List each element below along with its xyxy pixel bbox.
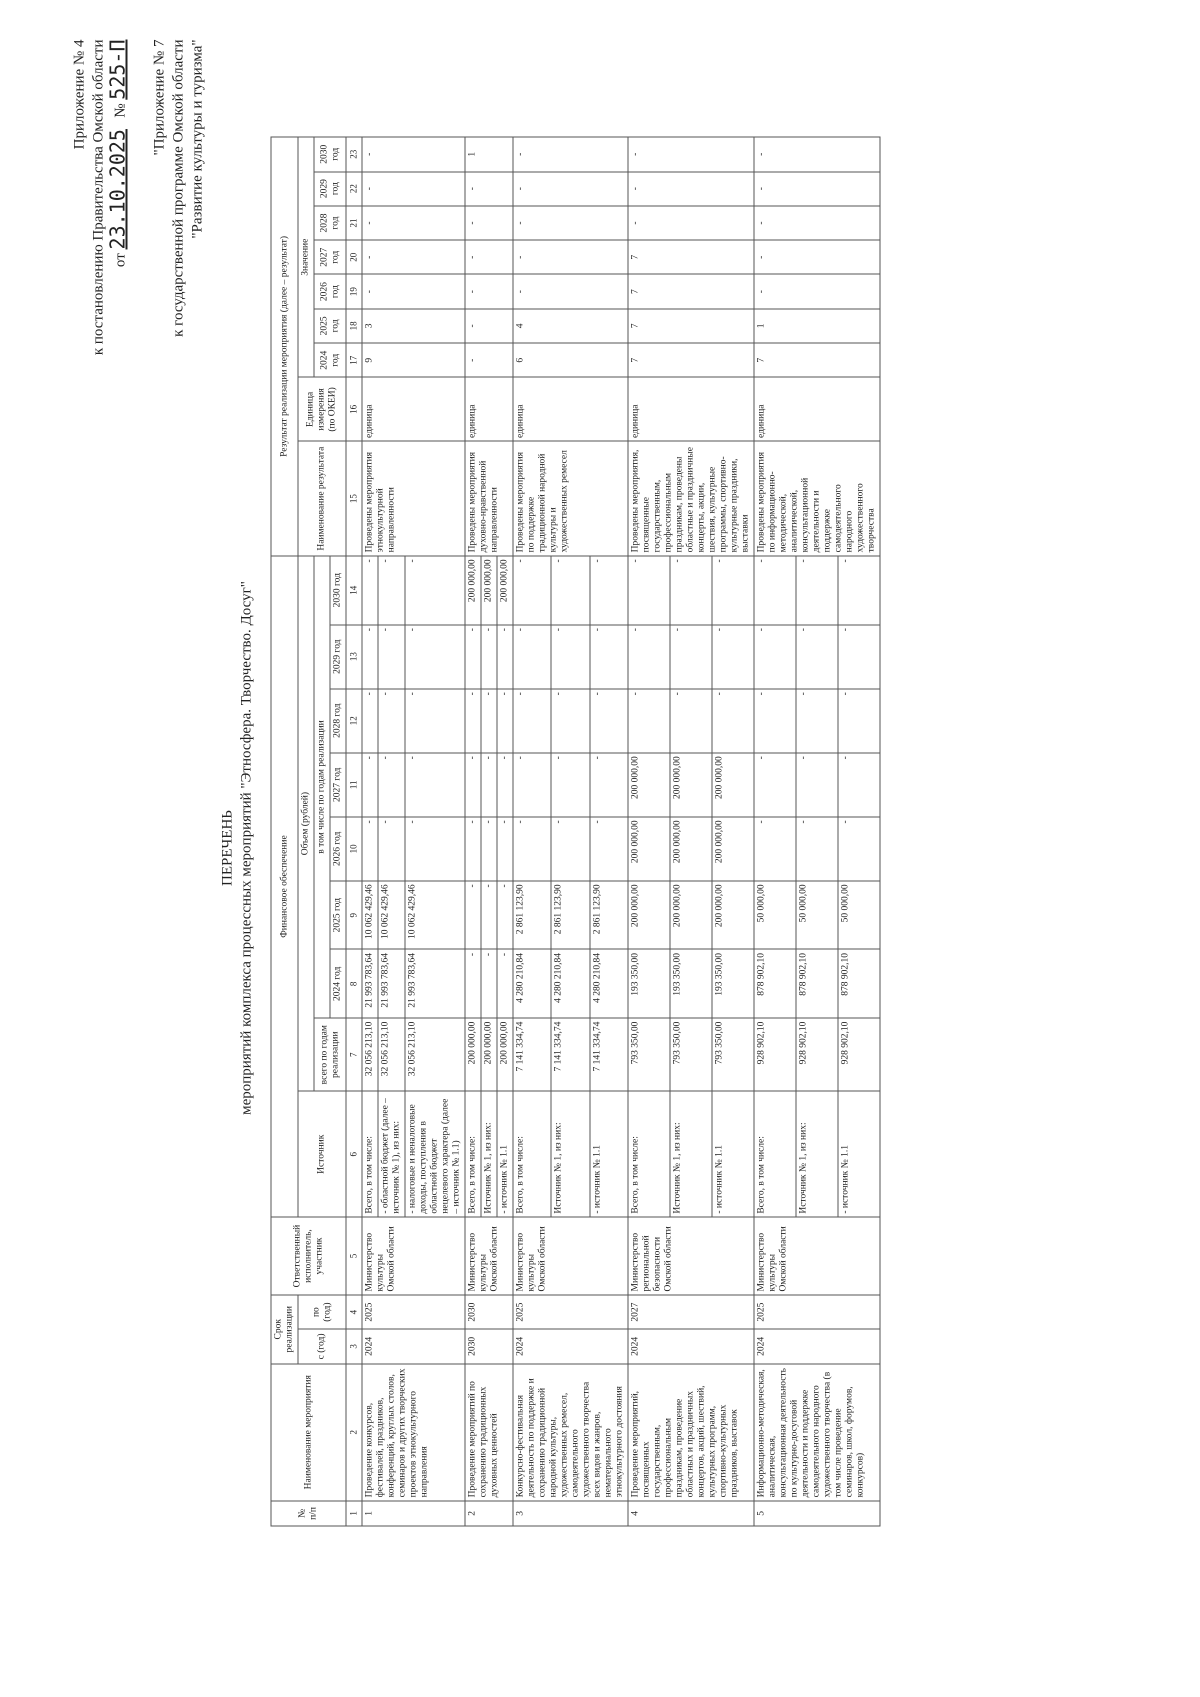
- col-r2027: 2027 год: [314, 240, 346, 274]
- finance-amount: -: [796, 556, 838, 625]
- resolution-reference: к постановлению Правительства Омской области: [90, 39, 107, 356]
- finance-amount: 200 000,00: [465, 1018, 481, 1091]
- finance-amount: -: [481, 753, 497, 817]
- result-unit: единица: [362, 377, 465, 441]
- result-value: -: [465, 172, 513, 206]
- column-index-cell: 7: [346, 1018, 362, 1091]
- column-index-cell: 21: [346, 206, 362, 240]
- column-index-cell: 6: [346, 1091, 362, 1217]
- finance-amount: 200 000,00: [712, 881, 754, 950]
- column-index-cell: 3: [346, 1329, 362, 1363]
- finance-amount: 193 350,00: [712, 950, 754, 1019]
- measures-table-body: [362, 137, 880, 1526]
- column-index-cell: 14: [346, 556, 362, 625]
- row-number: 3: [513, 1501, 628, 1526]
- finance-source: - источник № 1.1: [590, 1091, 628, 1217]
- finance-amount: -: [628, 625, 670, 689]
- result-value: -: [362, 206, 465, 240]
- measure-name: Проведение конкурсов, фестивалей, праздников, конференций, круглых столов, семинаров и других творческих проектов этнокультурного направления: [362, 1364, 465, 1501]
- term-to: 2030: [465, 1295, 513, 1329]
- finance-amount: 200 000,00: [628, 817, 670, 881]
- col-source: Источник: [298, 1091, 346, 1217]
- finance-amount: -: [497, 817, 513, 881]
- result-value: -: [362, 274, 465, 308]
- finance-amount: -: [712, 556, 754, 625]
- finance-source: - налоговые и неналоговые доходы, поступления в областной бюджет нецелевого характера (далее – источник № 1.1): [405, 1091, 465, 1217]
- col-r2030: 2030 год: [314, 137, 346, 172]
- resolution-header: [71, 40, 131, 356]
- term-from: 2024: [513, 1329, 628, 1363]
- finance-amount: -: [513, 753, 551, 817]
- finance-amount: -: [378, 753, 405, 817]
- finance-amount: -: [712, 689, 754, 753]
- col-term: Срок реализации: [271, 1295, 298, 1364]
- finance-source: - источник № 1.1: [838, 1091, 880, 1217]
- result-value: 7: [754, 343, 880, 377]
- finance-amount: 50 000,00: [838, 881, 880, 950]
- resolution-number: 525-П: [105, 39, 130, 100]
- resolution-date: 23.10.2025: [105, 129, 130, 250]
- finance-amount: 200 000,00: [712, 753, 754, 817]
- finance-amount: 200 000,00: [497, 1018, 513, 1091]
- finance-amount: -: [838, 556, 880, 625]
- finance-amount: -: [362, 689, 378, 753]
- column-index-cell: 17: [346, 343, 362, 377]
- table-row: [513, 137, 551, 1526]
- finance-amount: -: [465, 625, 481, 689]
- finance-amount: -: [481, 689, 497, 753]
- col-y2024: 2024 год: [330, 950, 346, 1019]
- finance-amount: -: [497, 689, 513, 753]
- column-index-cell: 23: [346, 137, 362, 172]
- finance-amount: 21 993 783,64: [362, 950, 378, 1019]
- col-name: Наименование мероприятия: [271, 1364, 346, 1501]
- finance-amount: 50 000,00: [796, 881, 838, 950]
- table-row: [362, 137, 378, 1526]
- finance-amount: 793 350,00: [670, 1018, 712, 1091]
- column-index-cell: 11: [346, 753, 362, 817]
- result-value: -: [362, 240, 465, 274]
- finance-amount: -: [378, 556, 405, 625]
- finance-amount: -: [590, 625, 628, 689]
- measure-name: Проведение мероприятий по сохранению традиционных духовных ценностей: [465, 1364, 513, 1501]
- executor: Министерство региональной безопасности Омской области: [628, 1217, 754, 1295]
- measure-name: Конкурсно-фестивальная деятельность по поддержке и сохранению традиционной народной культуры, художественных ремесел, самодеятельного художественного творчества всех видов и жанров, нематериального этнокультурного достояния: [513, 1364, 628, 1501]
- result-value: -: [465, 240, 513, 274]
- finance-amount: 200 000,00: [481, 556, 497, 625]
- finance-amount: -: [754, 689, 796, 753]
- executor: Министерство культуры Омской области: [754, 1217, 880, 1295]
- finance-amount: -: [590, 556, 628, 625]
- row-number: 2: [465, 1501, 513, 1526]
- finance-amount: -: [465, 950, 481, 1019]
- finance-amount: 10 062 429,46: [405, 881, 465, 950]
- result-value: -: [754, 206, 880, 240]
- finance-amount: -: [497, 625, 513, 689]
- result-value: 7: [628, 309, 754, 343]
- finance-amount: -: [551, 625, 589, 689]
- finance-amount: 21 993 783,64: [378, 950, 405, 1019]
- finance-amount: -: [378, 625, 405, 689]
- title-subheading: мероприятий комплекса процессных мероприятий "Этносфера. Творчество. Досуг": [238, 581, 255, 1115]
- finance-amount: -: [465, 689, 481, 753]
- result-name: Проведены мероприятия этнокультурной направленности: [362, 441, 465, 555]
- finance-amount: -: [465, 753, 481, 817]
- col-num: № п/п: [271, 1501, 346, 1526]
- row-number: 5: [754, 1501, 880, 1526]
- result-value: 7: [628, 343, 754, 377]
- finance-amount: -: [465, 881, 481, 950]
- finance-amount: -: [497, 950, 513, 1019]
- result-unit: единица: [465, 377, 513, 441]
- finance-source: Всего, в том числе:: [754, 1091, 796, 1217]
- executor: Министерство культуры Омской области: [513, 1217, 628, 1295]
- result-value: -: [465, 309, 513, 343]
- finance-amount: -: [378, 689, 405, 753]
- finance-amount: -: [754, 753, 796, 817]
- finance-amount: -: [405, 556, 465, 625]
- finance-amount: -: [362, 556, 378, 625]
- finance-amount: 2 861 123,90: [551, 881, 589, 950]
- column-index-cell: 20: [346, 240, 362, 274]
- finance-amount: -: [838, 817, 880, 881]
- result-value: 6: [513, 343, 628, 377]
- finance-amount: -: [838, 625, 880, 689]
- finance-amount: -: [796, 817, 838, 881]
- finance-amount: 7 141 334,74: [551, 1018, 589, 1091]
- result-value: -: [513, 137, 628, 172]
- term-to: 2025: [754, 1295, 880, 1329]
- result-value: 3: [362, 309, 465, 343]
- finance-amount: 200 000,00: [670, 881, 712, 950]
- finance-amount: 793 350,00: [628, 1018, 670, 1091]
- result-value: -: [754, 137, 880, 172]
- finance-amount: 10 062 429,46: [378, 881, 405, 950]
- finance-amount: -: [362, 817, 378, 881]
- result-value: -: [754, 172, 880, 206]
- result-value: -: [513, 274, 628, 308]
- result-value: -: [628, 206, 754, 240]
- finance-amount: -: [670, 556, 712, 625]
- col-executor: Ответственный исполнитель, участник: [271, 1217, 346, 1295]
- finance-amount: 878 902,10: [796, 950, 838, 1019]
- result-value: -: [513, 206, 628, 240]
- col-y2027: 2027 год: [330, 753, 346, 817]
- finance-amount: -: [362, 625, 378, 689]
- resolution-date-line: [105, 39, 131, 356]
- column-index-cell: 1: [346, 1501, 362, 1526]
- finance-source: Источник № 1, из них:: [670, 1091, 712, 1217]
- finance-amount: -: [754, 625, 796, 689]
- result-unit: единица: [513, 377, 628, 441]
- finance-amount: -: [754, 556, 796, 625]
- result-value: -: [513, 172, 628, 206]
- result-name: Проведены мероприятия духовно-нравственной направленности: [465, 441, 513, 555]
- column-index-cell: 8: [346, 950, 362, 1019]
- finance-amount: 193 350,00: [670, 950, 712, 1019]
- finance-amount: -: [513, 625, 551, 689]
- rotated-landscape-sheet: [1, 0, 1200, 1697]
- finance-amount: -: [838, 753, 880, 817]
- finance-amount: 193 350,00: [628, 950, 670, 1019]
- result-value: 1: [754, 309, 880, 343]
- finance-source: - областной бюджет (далее – источник № 1), из них:: [378, 1091, 405, 1217]
- title-heading: ПЕРЕЧЕНЬ: [219, 810, 236, 886]
- row-number: 4: [628, 1501, 754, 1526]
- col-r2028: 2028 год: [314, 206, 346, 240]
- finance-amount: -: [590, 689, 628, 753]
- finance-amount: 200 000,00: [497, 556, 513, 625]
- result-unit: единица: [628, 377, 754, 441]
- result-value: 1: [465, 137, 513, 172]
- finance-amount: -: [481, 950, 497, 1019]
- column-index-cell: 16: [346, 377, 362, 441]
- finance-amount: 200 000,00: [481, 1018, 497, 1091]
- table-row: [465, 137, 481, 1526]
- column-index-cell: 9: [346, 881, 362, 950]
- result-value: 7: [628, 240, 754, 274]
- col-finance: Финансовое обеспечение: [271, 556, 298, 1217]
- finance-amount: -: [551, 689, 589, 753]
- col-result: Результат реализации мероприятия (далее – результат): [271, 137, 298, 556]
- result-value: 7: [628, 274, 754, 308]
- col-r2029: 2029 год: [314, 172, 346, 206]
- number-prefix: №: [112, 103, 129, 118]
- finance-amount: -: [712, 625, 754, 689]
- result-value: 9: [362, 343, 465, 377]
- term-from: 2024: [362, 1329, 465, 1363]
- finance-amount: 50 000,00: [754, 881, 796, 950]
- finance-amount: 7 141 334,74: [513, 1018, 551, 1091]
- finance-amount: 21 993 783,64: [405, 950, 465, 1019]
- finance-amount: 7 141 334,74: [590, 1018, 628, 1091]
- term-to: 2025: [513, 1295, 628, 1329]
- finance-amount: 200 000,00: [670, 817, 712, 881]
- result-value: -: [628, 137, 754, 172]
- finance-amount: -: [405, 817, 465, 881]
- result-name: Проведены мероприятия, посвященные государственным, профессиональным праздникам, проведены областные и праздничные концерты, акции, шествия, культурные программы, спортивно-культурные праздники, выставки: [628, 441, 754, 555]
- finance-amount: -: [481, 881, 497, 950]
- result-value: -: [628, 172, 754, 206]
- appendix-number: Приложение № 4: [71, 39, 88, 150]
- col-y2030: 2030 год: [330, 556, 346, 625]
- term-from: 2024: [754, 1329, 880, 1363]
- result-unit: единица: [754, 377, 880, 441]
- column-index-cell: 4: [346, 1295, 362, 1329]
- result-value: -: [465, 274, 513, 308]
- finance-amount: -: [551, 556, 589, 625]
- executor: Министерство культуры Омской области: [465, 1217, 513, 1295]
- col-y2029: 2029 год: [330, 625, 346, 689]
- program-name: "Развитие культуры и туризма": [189, 39, 206, 239]
- finance-amount: 4 280 210,84: [513, 950, 551, 1019]
- measures-table: [271, 137, 881, 1527]
- finance-amount: 4 280 210,84: [551, 950, 589, 1019]
- finance-source: - источник № 1.1: [712, 1091, 754, 1217]
- col-unit: Единица измерения (по ОКЕИ): [298, 377, 346, 441]
- finance-amount: -: [497, 881, 513, 950]
- result-value: -: [362, 172, 465, 206]
- result-value: -: [465, 343, 513, 377]
- finance-amount: 200 000,00: [628, 881, 670, 950]
- term-to: 2027: [628, 1295, 754, 1329]
- finance-amount: 878 902,10: [754, 950, 796, 1019]
- finance-amount: -: [670, 625, 712, 689]
- finance-amount: 878 902,10: [838, 950, 880, 1019]
- term-to: 2025: [362, 1295, 465, 1329]
- result-name: Проведены мероприятия по информационно-методической, аналитической, консультационной деятельности и поддержке самодеятельного народного художественного творчества: [754, 441, 880, 555]
- program-appendix-header: [151, 40, 208, 337]
- finance-amount: 4 280 210,84: [590, 950, 628, 1019]
- column-index-cell: 2: [346, 1364, 362, 1501]
- finance-amount: -: [513, 689, 551, 753]
- result-value: -: [362, 137, 465, 172]
- result-value: -: [754, 240, 880, 274]
- finance-source: Источник № 1, из них:: [551, 1091, 589, 1217]
- finance-amount: 10 062 429,46: [362, 881, 378, 950]
- column-index-cell: 13: [346, 625, 362, 689]
- finance-source: Всего, в том числе:: [513, 1091, 551, 1217]
- result-value: -: [754, 274, 880, 308]
- finance-amount: -: [670, 689, 712, 753]
- finance-amount: -: [628, 556, 670, 625]
- column-index-cell: 10: [346, 817, 362, 881]
- result-value: 4: [513, 309, 628, 343]
- col-total: всего по годам реализации: [314, 1018, 346, 1091]
- finance-amount: -: [796, 625, 838, 689]
- finance-source: Всего, в том числе:: [362, 1091, 378, 1217]
- column-index-cell: 15: [346, 441, 362, 555]
- finance-amount: -: [405, 689, 465, 753]
- finance-amount: 2 861 123,90: [513, 881, 551, 950]
- finance-amount: -: [405, 753, 465, 817]
- col-r2026: 2026 год: [314, 274, 346, 308]
- col-result-name: Наименование результата: [298, 441, 346, 555]
- finance-amount: -: [362, 753, 378, 817]
- result-value: -: [513, 240, 628, 274]
- finance-amount: 928 902,10: [796, 1018, 838, 1091]
- column-index-cell: 18: [346, 309, 362, 343]
- finance-amount: 200 000,00: [712, 817, 754, 881]
- finance-amount: -: [513, 817, 551, 881]
- result-value: -: [465, 206, 513, 240]
- finance-source: Всего, в том числе:: [628, 1091, 670, 1217]
- col-r2024: 2024 год: [314, 343, 346, 377]
- column-index-cell: 22: [346, 172, 362, 206]
- finance-amount: -: [481, 817, 497, 881]
- finance-amount: -: [551, 753, 589, 817]
- measure-name: Проведение мероприятий, посвященных государственным, профессиональным праздникам, проведение областных и праздничных концертов, акций, шествий, культурных программ, спортивно-культурных праздников, выставок: [628, 1364, 754, 1501]
- finance-amount: -: [796, 753, 838, 817]
- measure-name: Информационно-методическая, аналитическая, консультационная деятельность по культурно-досуговой деятельности и поддержке самодеятельного народного художественного творчества (в том числе проведение семинаров, школ, форумов, конкурсов): [754, 1364, 880, 1501]
- column-index-cell: 12: [346, 689, 362, 753]
- term-from: 2030: [465, 1329, 513, 1363]
- finance-amount: 32 056 213,10: [362, 1018, 378, 1091]
- document-title: [219, 0, 257, 1697]
- finance-source: Источник № 1, из них:: [481, 1091, 497, 1217]
- finance-amount: -: [497, 753, 513, 817]
- col-r2025: 2025 год: [314, 309, 346, 343]
- finance-amount: -: [513, 556, 551, 625]
- finance-source: Всего, в том числе:: [465, 1091, 481, 1217]
- finance-amount: 200 000,00: [628, 753, 670, 817]
- finance-amount: 928 902,10: [838, 1018, 880, 1091]
- col-value: Значение: [298, 137, 314, 377]
- table-row: [628, 137, 670, 1526]
- row-number: 1: [362, 1501, 465, 1526]
- finance-amount: 2 861 123,90: [590, 881, 628, 950]
- finance-amount: -: [405, 625, 465, 689]
- col-volume: Объем (рублей): [298, 556, 314, 1091]
- finance-amount: 928 902,10: [754, 1018, 796, 1091]
- finance-amount: -: [378, 817, 405, 881]
- executor: Министерство культуры Омской области: [362, 1217, 465, 1295]
- table-row: [754, 137, 796, 1526]
- result-name: Проведены мероприятия по поддержке традиционной народной культуры и художественных ремесел: [513, 441, 628, 555]
- column-index-cell: 19: [346, 274, 362, 308]
- col-y2025: 2025 год: [330, 881, 346, 950]
- finance-amount: -: [590, 817, 628, 881]
- finance-amount: -: [754, 817, 796, 881]
- finance-amount: -: [551, 817, 589, 881]
- program-appendix-number: "Приложение № 7: [151, 39, 168, 156]
- program-reference: к государственной программе Омской области: [170, 39, 187, 337]
- term-from: 2024: [628, 1329, 754, 1363]
- finance-amount: -: [465, 817, 481, 881]
- finance-amount: 32 056 213,10: [378, 1018, 405, 1091]
- finance-source: Источник № 1, из них:: [796, 1091, 838, 1217]
- col-by-years: в том числе по годам реализации: [314, 556, 330, 1018]
- finance-amount: 200 000,00: [670, 753, 712, 817]
- finance-amount: -: [590, 753, 628, 817]
- column-index-cell: 5: [346, 1217, 362, 1295]
- column-index-row: [346, 137, 362, 1526]
- finance-amount: -: [838, 689, 880, 753]
- finance-amount: 32 056 213,10: [405, 1018, 465, 1091]
- finance-amount: -: [796, 689, 838, 753]
- finance-amount: 793 350,00: [712, 1018, 754, 1091]
- finance-amount: -: [628, 689, 670, 753]
- col-y2028: 2028 год: [330, 689, 346, 753]
- col-term-to: по (год): [298, 1295, 346, 1329]
- col-term-from: с (год): [298, 1329, 346, 1363]
- finance-amount: -: [481, 625, 497, 689]
- date-prefix: от: [112, 253, 129, 268]
- finance-amount: 200 000,00: [465, 556, 481, 625]
- finance-source: - источник № 1.1: [497, 1091, 513, 1217]
- col-y2026: 2026 год: [330, 817, 346, 881]
